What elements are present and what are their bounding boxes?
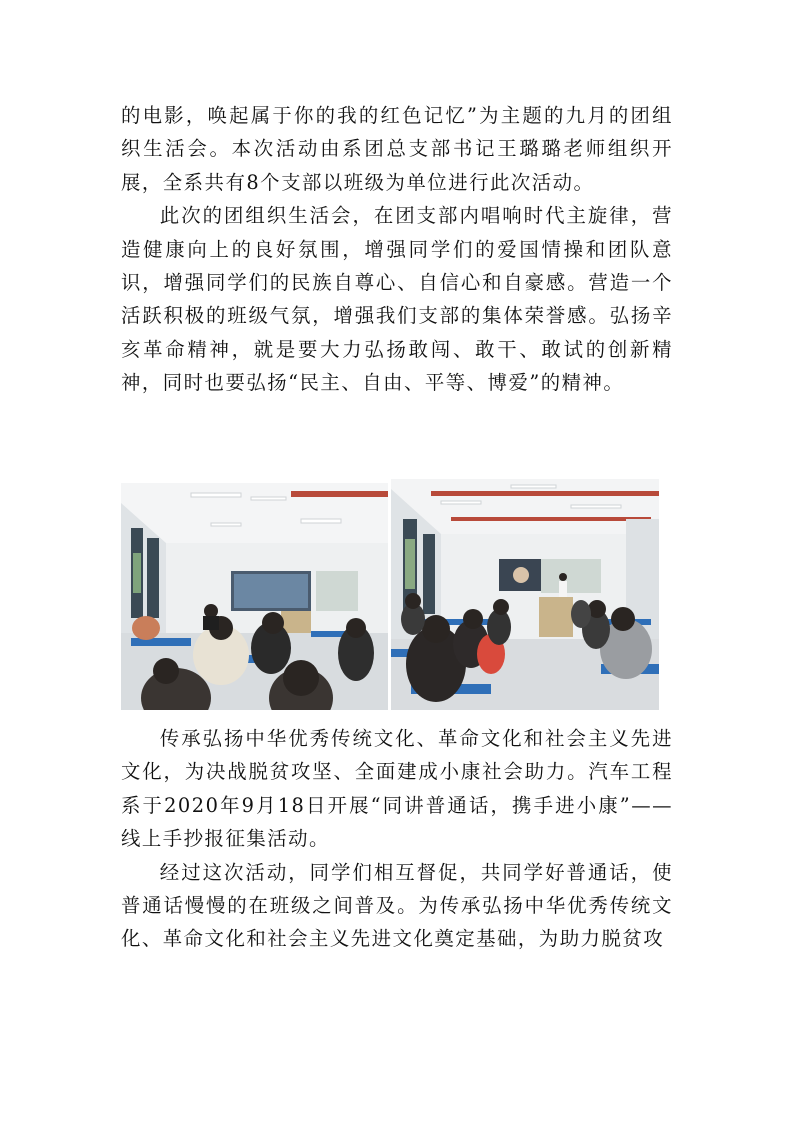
paragraph-continuation: 的电影，唤起属于你的我的红色记忆”为主题的九月的团组织生活会。本次活动由系团总支部书记王璐璐老师组织开展，全系共有8个支部以班级为单位进行此次活动。: [121, 104, 673, 194]
bottom-text-block: [121, 722, 673, 956]
paragraph-activity-meaning: 此次的团组织生活会，在团支部内唱响时代主旋律，营造健康向上的良好氛围，增强同学们的爱国情操和团队意识，增强同学们的民族自尊心、自信心和自豪感。营造一个活跃积极的班级气氛，增强我们支部的集体荣誉感。弘扬辛亥革命精神，就是要大力弘扬敢闯、敢干、敢试的创新精神，同时也要弘扬“民主、自由、平等、博爱”的精神。: [121, 204, 673, 395]
classroom-photo-left: [121, 483, 388, 710]
top-text-block: [121, 99, 673, 400]
paragraph-putonghua-activity: 传承弘扬中华优秀传统文化、革命文化和社会主义先进文化，为决战脱贫攻坚、全面建成小康社会助力。汽车工程系于2020年9月18日开展“同讲普通话，携手进小康”——线上手抄报征集活动。: [121, 727, 673, 851]
photo-row: [121, 479, 659, 710]
classroom-photo-right: [391, 479, 659, 710]
paragraph-activity-result: 经过这次活动，同学们相互督促，共同学好普通话，使普通话慢慢的在班级之间普及。为传承弘扬中华优秀传统文化、革命文化和社会主义先进文化奠定基础，为助力脱贫攻: [121, 860, 673, 951]
classroom-photo-left-image: [121, 483, 388, 710]
classroom-photo-right-image: [391, 479, 659, 710]
